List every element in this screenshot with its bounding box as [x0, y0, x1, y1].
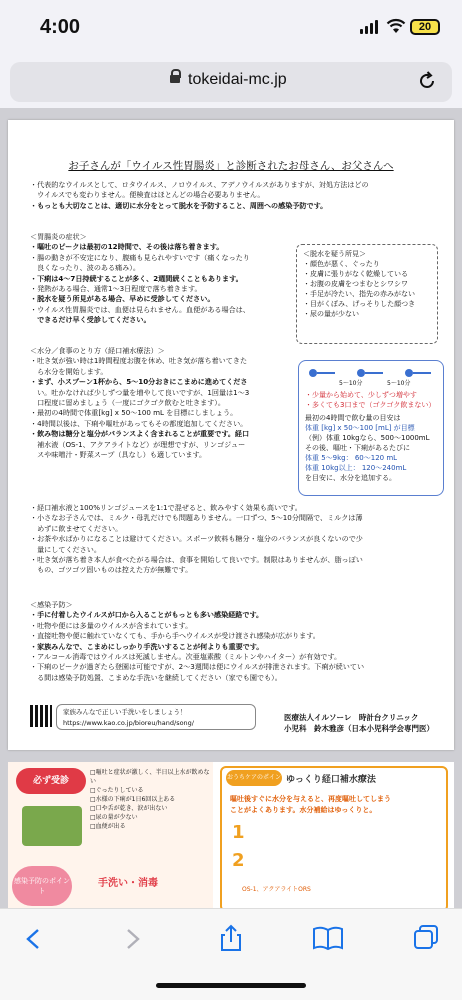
- symptoms-section: ＜胃腸炎の症状＞ ・嘔吐のピークは最初の12時間で、その後は落ち着きます。 ・腸の動きが不安定になり、腹痛も見られやすいです（痛くなったり 良くなったり、波のある痛み）。 ・下痢は4〜7日持続することが多く、2週間続くこともあります。 ・発熱がある場合、通常1〜3日程度で落ち着きます。 ・脱水を疑う所見がある場合、早めに受診してください。 ・ウイルス性胃腸炎では、血便は見られません。血便がある場合は、 できるだけ早く受診してください。: [30, 232, 295, 326]
- must-visit-badge: 必ず受診: [16, 768, 86, 794]
- spoon-icon: [305, 365, 437, 387]
- home-indicator: [156, 983, 306, 988]
- card-intro: 嘔吐後すぐに水分を与えると、再度嘔吐してしまう ことがよくあります。水分補給はゆっくりと。: [230, 795, 391, 814]
- os1-label: OS-1、アクアライトORS: [242, 886, 311, 893]
- url-text[interactable]: tokeidai-mc.jp: [188, 71, 287, 88]
- handout-page: [8, 120, 454, 750]
- section-heading: ＜胃腸炎の症状＞: [30, 232, 87, 241]
- house-illustration: [22, 806, 82, 846]
- water-section-continued: ・経口補水液と100%リンゴジュースを1:1で混ぜると、飲みやすく効果も高いです。 ・小さなお子さんでは、ミルク・母乳だけでも問題ありません。一口ずつ、5〜10分間隔で、ミルクは薄 めずに飲ませてください。 ・お茶や水ばかりになることは避けてください。スポーツ飲料も糖分・塩分のバランスが良くないので少 量にしてください。 ・吐き気が落ち着き本人が食べたがる場合は、食事を開始して良いです。制限はありませんが、脂っぽい もの、ゴツゴツ固いものは控えた方が無難です。: [30, 503, 363, 575]
- reload-icon[interactable]: [416, 70, 438, 92]
- wifi-icon: [386, 18, 406, 34]
- step-one: 1: [232, 822, 245, 843]
- share-icon[interactable]: [216, 923, 246, 953]
- tabs-icon[interactable]: [412, 923, 440, 951]
- card-title: ゆっくり経口補水療法: [286, 775, 376, 785]
- status-bar: [0, 0, 462, 56]
- handwash-note: 家族みんなで正しい手洗いをしましょう！ https://www.kao.co.jp/bioreu/hand/song/: [56, 704, 256, 730]
- infection-prevention-label: 感染予防のポイント: [12, 866, 72, 906]
- clinic-signature: 医療法人イルソーレ 時計台クリニック 小児科 鈴木雅彦（日本小児科学会専門医）: [284, 713, 434, 733]
- clock: 4:00: [40, 16, 81, 38]
- forward-icon[interactable]: [120, 927, 144, 951]
- care-leaflet: [8, 762, 454, 908]
- must-visit-checklist: □嘔吐と症状が激しく、半日以上水が飲めない □ぐったりしている □水様の下痢が1日6回以上ある □口や舌が乾き、涙が出ない □尿の量が少ない □血便が出る: [90, 769, 210, 830]
- water-section: ＜水分／食事のとり方（経口補水療法）＞ ・吐き気が強い時は1時間程度お腹を休め、吐き気が落ち着いてきた ら水分を開始します。 ・まず、小スプーン1杯から、5〜10分おきにこまめに進めてくださ い。吐かなければ少しずつ量を増やして良いですが、1回量は1〜3 口程度に留めましょう（一度にゴクゴク飲むと吐きます）。 ・最初の4時間で体重[kg] x 50〜100 mL を目標にしましょう。 ・4時間以後は、下痢や嘔吐があってもその都度追加してください。 ・飲み物は糖分と塩分がバランスよく含まれることが重要です。経口 補水液（OS-1、アクアライトなど）が理想ですが、リンゴジュー スや味噌汁・野菜スープ（具なし）も適しています。: [30, 346, 250, 460]
- signal-icon: [360, 20, 378, 34]
- oral-rehydration-card: [220, 766, 448, 908]
- infection-section: ＜感染予防＞ ・手に付着したウイルスが口から入ることがもっとも多い感染経路です。 ・吐物や便には多量のウイルスが含まれています。 ・直接吐物や便に触れていなくても、手から手へウイルスが受け渡され感染が広がります。 ・家族みんなで、こまめにしっかり手洗いすることが何よりも重要です。 ・アルコール消毒ではウイルスは死滅しません。次亜塩素酸（ミルトンやハイター）が有効です。 ・下痢のピークが過ぎたら登園は可能ですが、2〜3週間は便にウイルスが排泄されます。下痢が続いてい る間は感染予防処置、こまめな手洗いを継続してください（家でも園でも）。: [30, 600, 365, 682]
- svg-text:5〜10分: 5〜10分: [339, 380, 363, 387]
- svg-text:5〜10分: 5〜10分: [387, 380, 411, 387]
- dehydration-box: ＜脱水を疑う所見＞ ・顔色が悪く、ぐったり ・皮膚に張りがなく乾燥している ・お腹の皮膚をつまむとシワシワ ・手足が冷たい、指先の赤みがない ・目がくぼみ、げっそりした顔つき ・尿の量が少ない: [296, 244, 438, 344]
- spoon-guide-box: 5〜10分 5〜10分 ・少量から始めて、少しずつ増やす ・多くても3口まで（ゴクゴク飲まない） 最初の4時間で飲む量の目安は 体重 [kg] x 50〜100 [mL] が目標 （例）体重 10kgなら、500〜1000mL その後、嘔吐・下痢があるたびに 体重 5〜9kg： 60〜120 mL 体重 10kg以上： 120〜240mL を目安に、水分を追加する。: [298, 360, 444, 496]
- address-bar[interactable]: [10, 62, 452, 102]
- lock-icon: [170, 75, 180, 83]
- qr-code[interactable]: [30, 705, 52, 727]
- web-content[interactable]: [0, 108, 462, 908]
- battery-icon: 20: [410, 19, 440, 35]
- back-icon[interactable]: [22, 927, 46, 951]
- handwash-heading: 手洗い・消毒: [98, 878, 158, 889]
- intro-text: ・代表的なウイルスとして、ロタウイルス、ノロウイルス、アデノウイルスがありますが、対処方法はどの ウイルスでも変わりません。便検査はほとんどの場合必要ありません。 ・もっとも大切なことは、適切に水分をとって脱水を予防すること、周囲への感染予防です。: [30, 180, 369, 210]
- home-care-point-label: おうちケアのポイント: [226, 770, 282, 786]
- handwash-link[interactable]: https://www.kao.co.jp/bioreu/hand/song/: [63, 719, 194, 727]
- step-two: 2: [232, 850, 245, 871]
- bookmarks-icon[interactable]: [312, 925, 344, 951]
- page-title: お子さんが「ウイルス性胃腸炎」と診断されたお母さん、お父さんへ: [68, 160, 394, 172]
